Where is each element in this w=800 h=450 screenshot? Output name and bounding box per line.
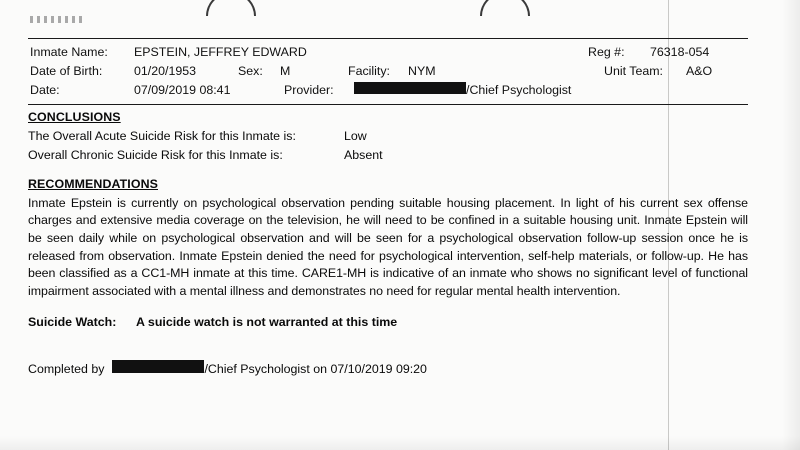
date-of-birth-value: 01/20/1953 xyxy=(134,64,197,79)
completed-by-row xyxy=(28,360,748,378)
report-date-label: Date: xyxy=(30,83,60,98)
suicide-watch-label: Suicide Watch: xyxy=(28,315,117,330)
chronic-risk-value: Absent xyxy=(344,147,383,162)
acute-risk-row xyxy=(28,128,748,145)
redaction-bar-provider xyxy=(354,82,466,94)
suicide-watch-value: A suicide watch is not warranted at this time xyxy=(136,315,398,330)
reg-number-label: Reg #: xyxy=(588,45,625,59)
sex-value: M xyxy=(280,64,291,79)
facility-value: NYM xyxy=(408,64,436,79)
page-edge-shadow-right xyxy=(782,0,800,450)
date-of-birth-label: Date of Birth: xyxy=(30,64,103,79)
completed-by-value: /Chief Psychologist on 07/10/2019 09:20 xyxy=(204,361,427,376)
divider-below-identity xyxy=(28,104,748,105)
conclusions-heading: CONCLUSIONS xyxy=(28,110,121,125)
provider-value: /Chief Psychologist xyxy=(466,83,572,98)
recommendations-body: Inmate Epstein is currently on psychological observation pending suitable housing placement. In light of his current sex offense charges and extensive media coverage on the television, he will need to be confined in a suitable housing unit. Inmate Epstein will be seen daily while on psychological observation and will be seen for a psychological observation follow-up session once he is released from observation. Inmate Epstein denied the need for psychological intervention, self-help materials, or follow-up. He has been classified as a CC1-MH inmate at this time. CARE1-MH is indicative of an inmate who shows no significant level of functional impairment associated with a mental illness and demonstrates no need for regular mental health intervention. xyxy=(28,195,748,298)
completed-by-label: Completed by xyxy=(28,361,105,376)
page-edge-shadow-bottom xyxy=(0,436,800,450)
inmate-name-value: EPSTEIN, JEFFREY EDWARD xyxy=(134,45,307,59)
scan-smudge-artifact xyxy=(30,16,82,23)
provider-label: Provider: xyxy=(284,83,334,98)
identity-row-dob xyxy=(30,63,746,80)
acute-risk-label: The Overall Acute Suicide Risk for this Inmate is: xyxy=(28,129,296,144)
identity-right-name xyxy=(588,44,746,61)
inmate-identity-block xyxy=(28,39,748,104)
suicide-watch-row xyxy=(28,314,748,331)
reg-number-value: 76318-054 xyxy=(650,45,710,59)
identity-row-date xyxy=(30,82,746,99)
identity-right-unit xyxy=(604,63,746,80)
report-date-value: 07/09/2019 08:41 xyxy=(134,83,231,98)
recommendations-heading: RECOMMENDATIONS xyxy=(28,176,158,191)
facility-label: Facility: xyxy=(348,64,390,79)
sex-label: Sex: xyxy=(238,64,263,79)
punch-hole-arc-icon xyxy=(480,0,530,16)
punch-hole-arc-icon xyxy=(206,0,256,16)
unit-team-label: Unit Team: xyxy=(604,64,663,79)
chronic-risk-label: Overall Chronic Suicide Risk for this Inmate is: xyxy=(28,147,283,162)
unit-team-value: A&O xyxy=(686,64,713,79)
acute-risk-value: Low xyxy=(344,129,367,144)
document-body xyxy=(28,38,748,378)
chronic-risk-row xyxy=(28,147,748,164)
inmate-name-label: Inmate Name: xyxy=(30,45,108,59)
identity-row-name xyxy=(30,44,746,61)
redaction-bar-completed-by xyxy=(112,360,204,373)
